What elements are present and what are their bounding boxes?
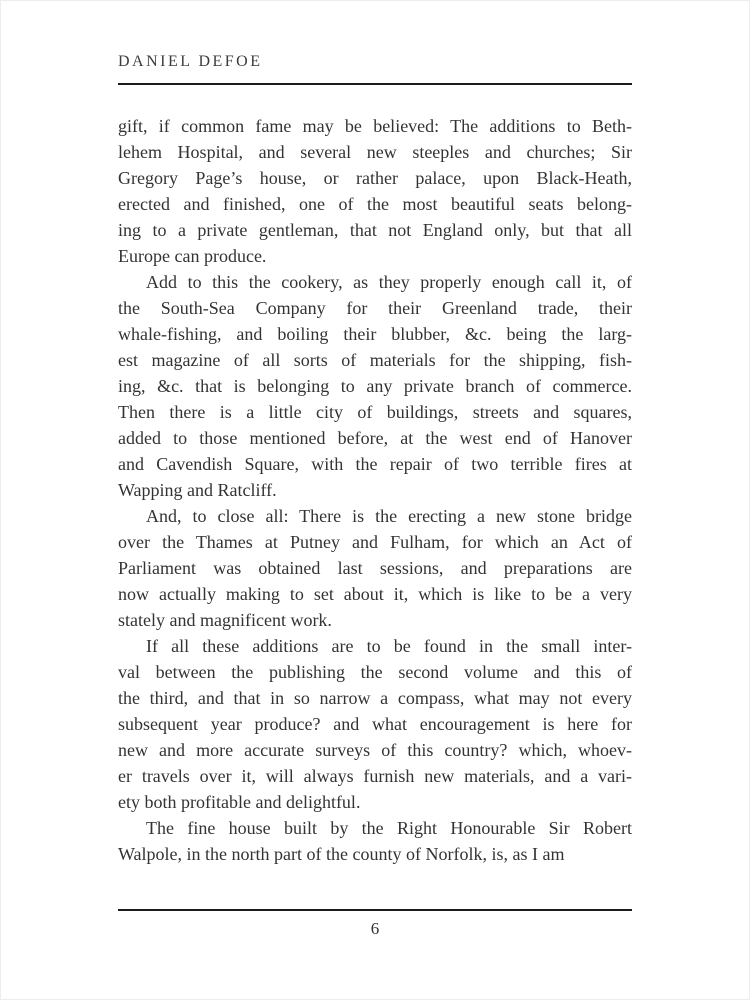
text-line: new and more accurate surveys of this country? which, whoev- [118,740,632,760]
text-line: val between the publishing the second volume and this of [118,662,632,682]
text-line: ety both profitable and delightful. [118,792,361,812]
header-rule [118,83,632,85]
text-line: If all these additions are to be found in the small inter- [146,636,632,656]
text-line: now actually making to set about it, which is like to be a very [118,584,632,604]
text-line: the third, and that in so narrow a compass, what may not every [118,688,632,708]
paragraph [118,815,632,867]
text-line: added to those mentioned before, at the west end of Hanover [118,428,632,448]
text-line: ing, &c. that is belonging to any private branch of commerce. [118,376,632,396]
paragraph [118,503,632,633]
paragraph [118,269,632,503]
text-line: and Cavendish Square, with the repair of two terrible fires at [118,454,632,474]
text-line: over the Thames at Putney and Fulham, for which an Act of [118,532,632,552]
text-line: Gregory Page’s house, or rather palace, upon Black-Heath, [118,168,632,188]
text-line: Then there is a little city of buildings, streets and squares, [118,402,632,422]
text-line: Parliament was obtained last sessions, and preparations are [118,558,632,578]
footer-rule [118,909,632,911]
text-line: Europe can produce. [118,246,267,266]
text-line: the South-Sea Company for their Greenland trade, their [118,298,632,318]
paragraph [118,633,632,815]
text-line: est magazine of all sorts of materials for the shipping, fish- [118,350,632,370]
text-line: And, to close all: There is the erecting a new stone bridge [146,506,632,526]
body-text [118,113,632,867]
author-name: DANIEL DEFOE [118,53,263,70]
text-line: er travels over it, will always furnish new materials, and a vari- [118,766,632,786]
text-line: whale-fishing, and boiling their blubber, &c. being the larg- [118,324,632,344]
text-line: Walpole, in the north part of the county of Norfolk, is, as I am [118,844,565,864]
text-line: Wapping and Ratcliff. [118,480,277,500]
text-line: erected and finished, one of the most beautiful seats belong- [118,194,632,214]
paragraph [118,113,632,269]
page-footer [118,909,632,939]
text-line: stately and magnificent work. [118,610,332,630]
page-number: 6 [370,919,380,938]
text-line: lehem Hospital, and several new steeples and churches; Sir [118,142,632,162]
text-line: ing to a private gentleman, that not England only, but that all [118,220,632,240]
text-line: subsequent year produce? and what encouragement is here for [118,714,632,734]
running-header [118,53,632,85]
text-line: gift, if common fame may be believed: The additions to Beth- [118,116,632,136]
text-line: Add to this the cookery, as they properly enough call it, of [146,272,632,292]
text-line: The fine house built by the Right Honourable Sir Robert [146,818,632,838]
